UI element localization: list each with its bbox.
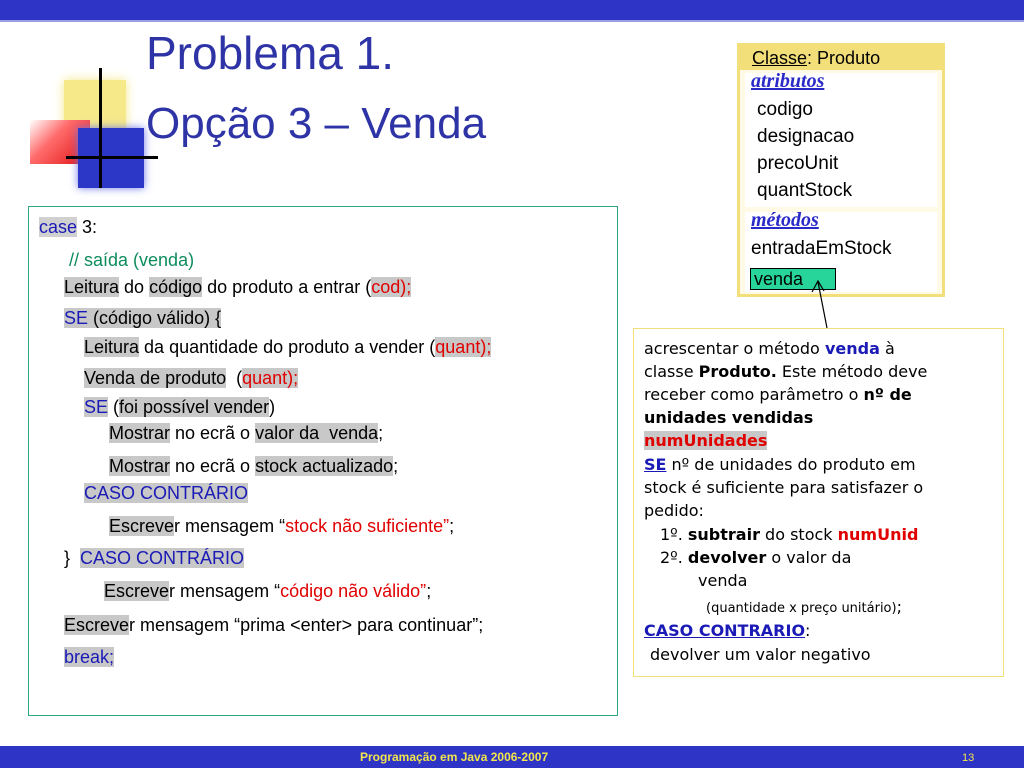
code-line (84, 483, 248, 504)
note-line (644, 362, 927, 381)
code-text: ( (108, 397, 120, 417)
note-variable: numUnid (837, 525, 919, 544)
note-text: 1º. (660, 525, 688, 544)
code-line (64, 308, 221, 329)
note-line: unidades vendidas (644, 408, 814, 427)
code-text: r mensagem “ (174, 516, 286, 536)
note-bold: subtrair (687, 525, 760, 544)
code-line (109, 423, 383, 444)
footer-text: Programação em Java 2006-2007 (360, 750, 549, 764)
page-number: 13 (962, 752, 975, 764)
code-text: (código válido) { (88, 308, 222, 328)
code-variable: quant); (242, 368, 299, 388)
code-line (84, 337, 491, 358)
note-line (644, 385, 912, 404)
code-line (39, 217, 97, 238)
code-text: no ecrã o (170, 423, 256, 443)
code-keyword: Mostrar (109, 423, 171, 443)
code-text: 3: (77, 217, 98, 237)
note-variable: numUnidades (644, 431, 768, 450)
code-keyword: CASO CONTRÁRIO (84, 483, 249, 503)
note-line: venda (698, 571, 748, 590)
note-text: : (805, 621, 811, 640)
note-text: nº de unidades do produto em (666, 455, 916, 474)
class-header-prefix: Classe (752, 48, 808, 68)
code-keyword: CASO CONTRÁRIO (80, 548, 245, 568)
class-header-name: Produto (817, 48, 881, 68)
note-line (706, 597, 902, 616)
note-text: à (879, 339, 895, 358)
code-keyword: Leitura (64, 277, 120, 297)
note-bold: devolver (687, 548, 767, 567)
code-line (64, 615, 483, 636)
note-line (644, 431, 767, 450)
note-text: do stock (759, 525, 838, 544)
code-line (104, 581, 431, 602)
code-keyword: código (149, 277, 203, 297)
note-text: 2º. (660, 548, 688, 567)
code-keyword: Escreve (109, 516, 175, 536)
code-text: no ecrã o (170, 456, 256, 476)
note-line (660, 525, 918, 544)
code-keyword: foi possível vender (119, 397, 270, 417)
code-text: ; (393, 456, 399, 476)
code-string: stock não suficiente” (285, 516, 450, 536)
attribute-item: precoUnit (757, 153, 839, 174)
note-text: Este método deve (776, 362, 928, 381)
note-line (644, 455, 916, 474)
code-keyword: SE (64, 308, 89, 328)
code-text: ) (269, 397, 276, 417)
case-keyword: case (39, 217, 78, 237)
code-text: } (64, 548, 71, 568)
code-keyword: break; (64, 647, 115, 667)
code-line (84, 397, 275, 418)
code-text: ; (449, 516, 455, 536)
methods-label: métodos (751, 209, 819, 231)
class-header-sep: : (807, 48, 818, 68)
code-text: do produto a entrar ( (202, 277, 372, 297)
code-variable: quant); (435, 337, 492, 357)
note-text: acrescentar o método (644, 339, 825, 358)
note-line (644, 339, 895, 358)
note-line: devolver um valor negativo (650, 645, 871, 664)
code-text: do (119, 277, 150, 297)
note-text: ; (896, 597, 902, 616)
code-line (84, 368, 298, 389)
code-box (28, 206, 618, 716)
code-variable: cod); (371, 277, 412, 297)
code-line (109, 516, 454, 537)
method-item-venda: venda (750, 268, 836, 290)
note-keyword: CASO CONTRARIO (644, 621, 806, 640)
attribute-item: codigo (757, 99, 813, 120)
note-text: (quantidade x preço unitário) (706, 601, 897, 616)
code-line (64, 647, 114, 668)
code-keyword: Escreve (64, 615, 130, 635)
note-line (660, 548, 851, 567)
code-text: ; (426, 581, 432, 601)
note-bold: Produto. (698, 362, 777, 381)
note-line: pedido: (644, 501, 704, 520)
method-item: entradaEmStock (751, 238, 892, 259)
note-line (644, 621, 810, 640)
code-text: ( (226, 368, 243, 388)
code-keyword: Escreve (104, 581, 170, 601)
code-line (64, 548, 244, 569)
note-line: stock é suficiente para satisfazer o (644, 478, 924, 497)
attributes-label: atributos (751, 70, 825, 92)
slide-title: Problema 1. (146, 27, 395, 79)
slide-subtitle: Opção 3 – Venda (146, 99, 487, 148)
code-keyword: valor da venda (255, 423, 379, 443)
note-text: receber como parâmetro o (644, 385, 864, 404)
code-line (64, 277, 411, 298)
code-keyword: Mostrar (109, 456, 171, 476)
attribute-item: designacao (757, 126, 855, 147)
note-text: o valor da (766, 548, 852, 567)
code-text: ; (378, 423, 384, 443)
note-box (633, 328, 1004, 677)
attribute-item: quantStock (757, 180, 853, 201)
note-text: classe (644, 362, 699, 381)
code-text: da quantidade do produto a vender ( (139, 337, 436, 357)
code-line (109, 456, 398, 477)
note-bold: nº de (863, 385, 912, 404)
code-comment: // saída (venda) (69, 250, 195, 270)
code-string: código não válido” (280, 581, 427, 601)
note-keyword: SE (644, 455, 667, 474)
code-keyword: stock actualizado (255, 456, 394, 476)
note-bold: venda (824, 339, 880, 358)
code-text: r mensagem “ (169, 581, 281, 601)
code-keyword: Venda de produto (84, 368, 227, 388)
code-text: r mensagem “prima <enter> para continuar”; (129, 615, 484, 635)
code-keyword: SE (84, 397, 109, 417)
code-keyword: Leitura (84, 337, 140, 357)
